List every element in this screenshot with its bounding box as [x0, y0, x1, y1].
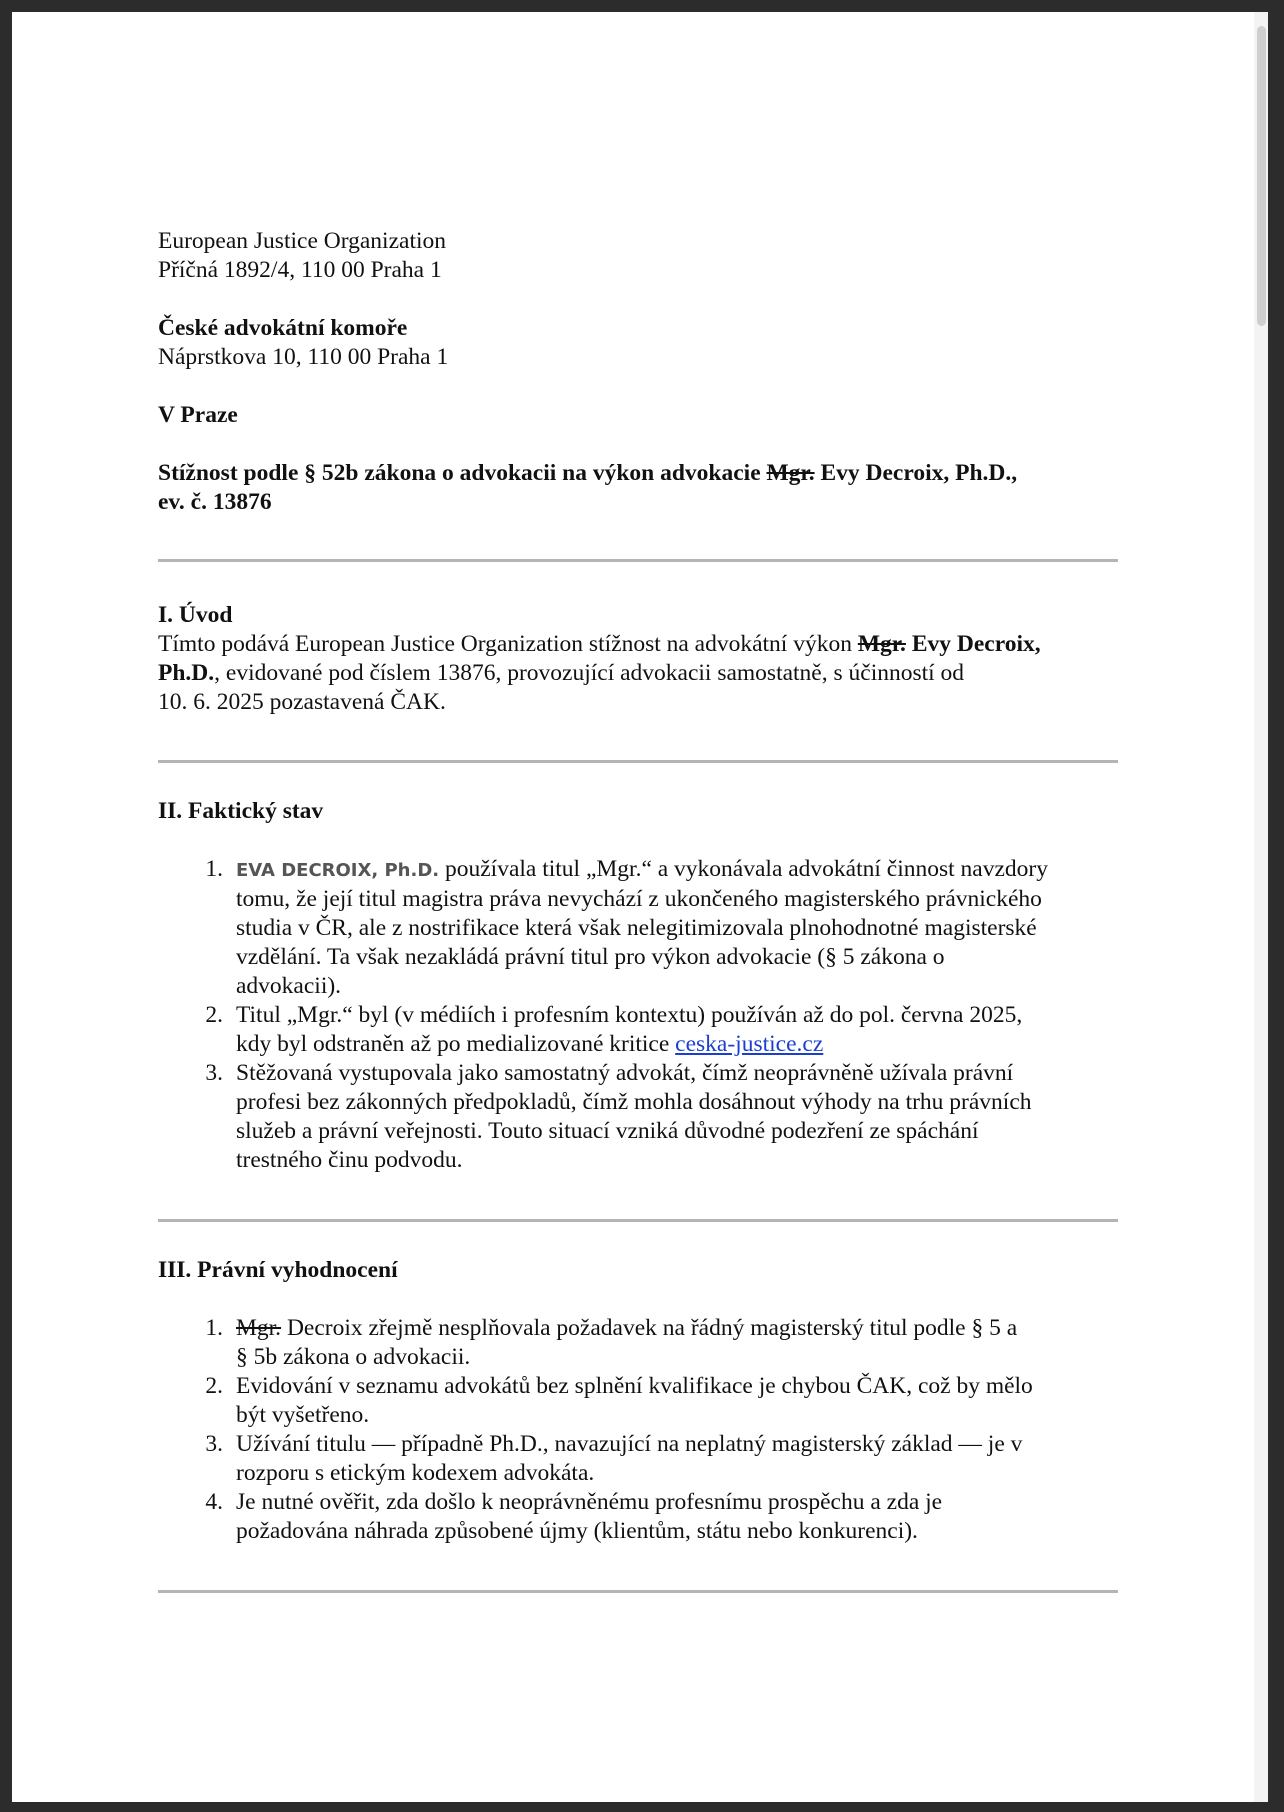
- section2-list: [158, 855, 1136, 1175]
- list-item-text: vzdělání. Ta však nezakládá právní titul pro výkon advokacie (§ 5 zákona o: [236, 944, 945, 970]
- section1-struck-title: Mgr.: [857, 631, 906, 657]
- list-item-number: 2.: [205, 1373, 223, 1399]
- section1-line1: [158, 630, 1136, 659]
- list-item: [158, 1314, 1136, 1372]
- list-item-text: rozporu s etickým kodexem advokáta.: [236, 1460, 595, 1486]
- list-item: [158, 1059, 1136, 1175]
- list-item-text: tomu, že její titul magistra práva nevychází z ukončeného magisterského právnického: [236, 886, 1042, 912]
- section1-title: I. Úvod: [158, 602, 233, 628]
- section1-text-after: , evidované pod číslem 13876, provozující advokacii samostatně, s účinností od: [214, 660, 965, 686]
- separator-4: [158, 1590, 1118, 1593]
- section1-line3: 10. 6. 2025 pozastavená ČAK.: [158, 689, 446, 715]
- document-content: [158, 227, 1136, 1593]
- section2-title: II. Faktický stav: [158, 798, 324, 824]
- list-item: [158, 1372, 1136, 1430]
- subject-struck-title: Mgr.: [766, 460, 815, 486]
- scrollbar-thumb[interactable]: [1257, 26, 1266, 326]
- list-item-text: profesi bez zákonných předpokladů, čímž mohla dosáhnout výhody na trhu právních: [236, 1089, 1032, 1115]
- struck-title: Mgr.: [236, 1315, 282, 1341]
- document-page: [12, 12, 1268, 1802]
- section1-line2: [158, 659, 1136, 688]
- source-link[interactable]: ceska-justice.cz: [675, 1031, 824, 1057]
- list-item-text: Evidování v seznamu advokátů bez splnění kvalifikace je chybou ČAK, což by mělo: [236, 1373, 1033, 1399]
- subject-name-label: EVA DECROIX, Ph.D.: [236, 860, 440, 881]
- list-item-text: § 5b zákona o advokacii.: [236, 1344, 471, 1370]
- recipient-address: Náprstkova 10, 110 00 Praha 1: [158, 344, 449, 370]
- section3-list: [158, 1314, 1136, 1546]
- list-item-number: 4.: [205, 1489, 223, 1515]
- list-item-text: Stěžovaná vystupovala jako samostatný advokát, čímž neoprávněně užívala právní: [236, 1060, 1014, 1086]
- subject-title: [158, 459, 1136, 488]
- list-item-text: advokacii).: [236, 973, 342, 999]
- list-item-text: Užívání titulu — případně Ph.D., navazující na neplatný magisterský základ — je v: [236, 1431, 1023, 1457]
- section3-title: III. Právní vyhodnocení: [158, 1257, 398, 1283]
- list-item-text: požadována náhrada způsobené újmy (klientům, státu nebo konkurenci).: [236, 1518, 918, 1544]
- list-item: [158, 1488, 1136, 1546]
- list-item-text: Je nutné ověřit, zda došlo k neoprávněnému profesnímu prospěchu a zda je: [236, 1489, 943, 1515]
- list-item-text: Decroix zřejmě nesplňovala požadavek na řádný magisterský titul podle § 5 a: [281, 1315, 1018, 1341]
- section1-name-suffix: Ph.D.: [158, 660, 215, 686]
- place: V Praze: [158, 402, 238, 428]
- list-item-text: být vyšetřeno.: [236, 1402, 370, 1428]
- list-item-number: 3.: [205, 1060, 223, 1086]
- section1-name: Evy Decroix,: [905, 631, 1041, 657]
- sender-address: Příčná 1892/4, 110 00 Praha 1: [158, 257, 442, 283]
- section1-text-before: Tímto podává European Justice Organization stížnost na advokátní výkon: [158, 631, 858, 657]
- list-item: [158, 1001, 1136, 1059]
- list-item: [158, 1430, 1136, 1488]
- scrollbar[interactable]: [1254, 12, 1268, 1802]
- list-item-text: služeb a právní veřejnosti. Touto situací vzniká důvodné podezření ze spáchání: [236, 1118, 979, 1144]
- sender-name: European Justice Organization: [158, 228, 447, 254]
- list-item-number: 2.: [205, 1002, 223, 1028]
- list-item: [158, 855, 1136, 1001]
- list-item-text: kdy byl odstraněn až po medializované kritice: [236, 1031, 676, 1057]
- list-item-text: Titul „Mgr.“ byl (v médiích i profesním kontextu) používán až do pol. června 2025,: [236, 1002, 1023, 1028]
- list-item-number: 1.: [205, 856, 223, 882]
- list-item-text: studia v ČR, ale z nostrifikace která však nelegitimizovala plnohodnotné magisterské: [236, 915, 1037, 941]
- list-item-text: používala titul „Mgr.“ a vykonávala advokátní činnost navzdory: [439, 856, 1048, 882]
- recipient-name: České advokátní komoře: [158, 315, 408, 341]
- subject-line2: ev. č. 13876: [158, 489, 272, 515]
- list-item-number: 1.: [205, 1315, 223, 1341]
- subject-part2: Evy Decroix, Ph.D.,: [814, 460, 1018, 486]
- list-item-number: 3.: [205, 1431, 223, 1457]
- list-item-text: trestného činu podvodu.: [236, 1147, 463, 1173]
- subject-part1: Stížnost podle § 52b zákona o advokacii na výkon advokacie: [158, 460, 767, 486]
